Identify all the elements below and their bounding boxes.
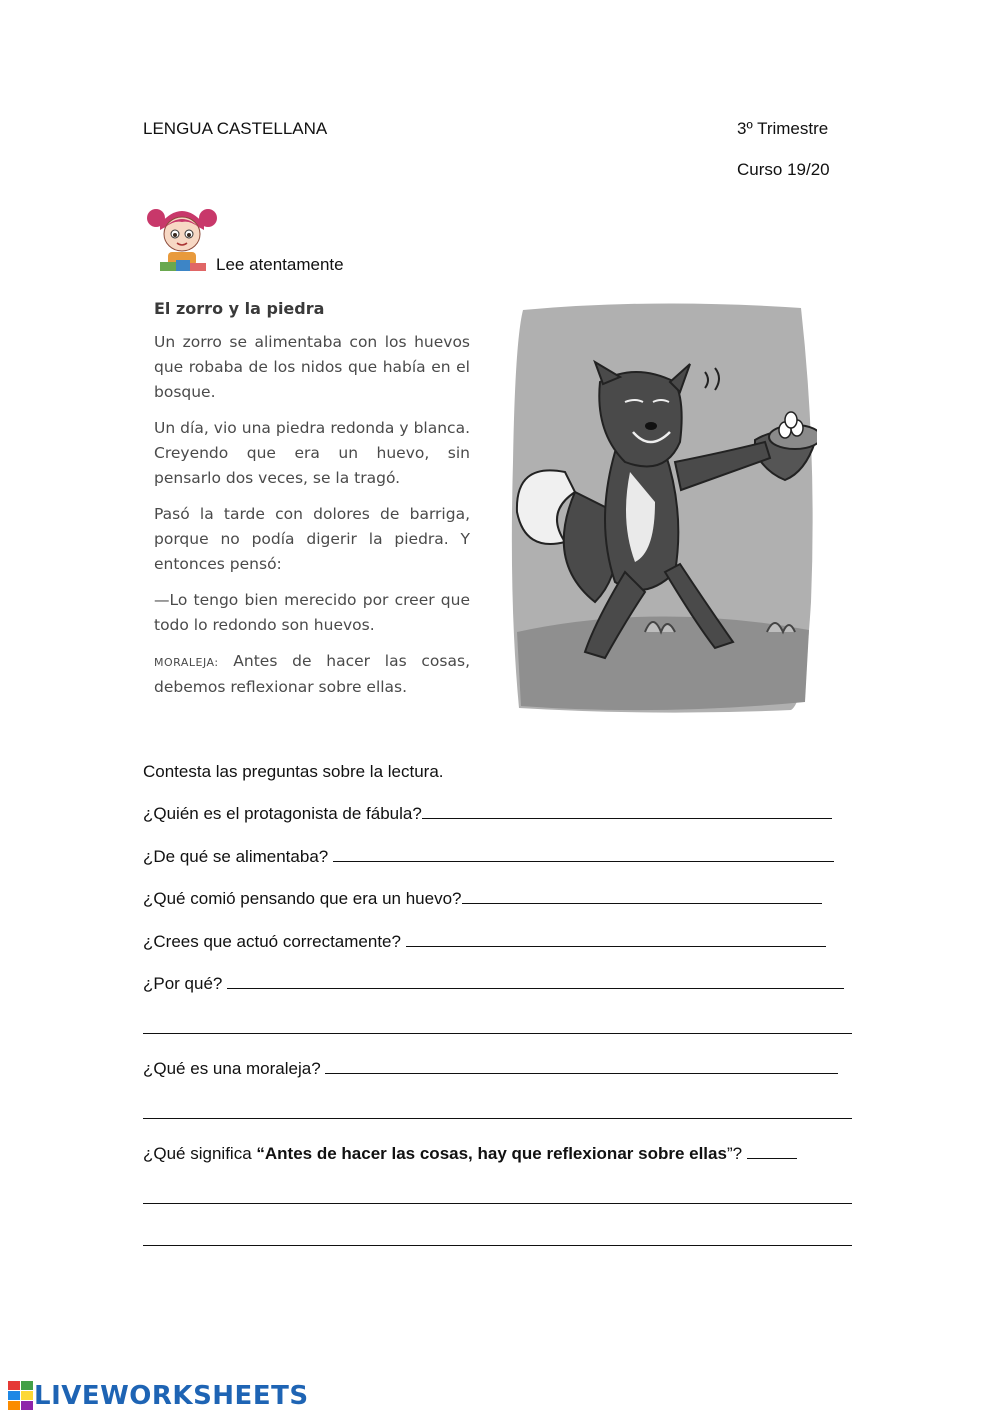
answer-field[interactable] [333,846,834,862]
blocks-icon [8,1381,34,1411]
question-text: ¿Qué es una moraleja? [143,1059,326,1078]
answer-field[interactable] [325,1058,838,1074]
reading-moral [154,649,470,700]
reading-paragraph: Un zorro se alimentaba con los huevos que robaba de los nidos que había en el bosque. [154,333,470,401]
question-quote: “Antes de hacer las cosas, hay que reflexionar sobre ellas [256,1144,727,1163]
reading-girl-icon [146,200,218,274]
brand-text: LIVEWORKSHEETS [34,1381,309,1411]
question-protagonist [143,803,858,825]
question-food [143,846,858,868]
answer-field[interactable] [143,1245,852,1246]
question-text: ¿Qué comió pensando que era un huevo? [143,889,462,908]
answer-field[interactable] [406,931,826,947]
question-text: ¿Por qué? [143,974,228,993]
moral-label: MORALEJA: [154,656,219,669]
questions-intro: Contesta las preguntas sobre la lectura. [143,762,444,781]
question-egg [143,888,858,910]
reading-text [154,296,470,711]
question-moral [143,1058,858,1080]
reading-paragraph: —Lo tengo bien merecido por creer que todo lo redondo son huevos. [154,591,470,634]
question-text: ¿De qué se alimentaba? [143,847,333,866]
term-label: 3º Trimestre [737,119,829,138]
question-text: ”? [726,1144,747,1163]
answer-field[interactable] [143,1033,852,1034]
subject-title: LENGUA CASTELLANA [143,119,328,138]
liveworksheets-logo [8,1380,309,1412]
instruction-text: Lee atentamente [216,255,344,274]
answer-field[interactable] [143,1203,852,1204]
question-text: ¿Qué significa [143,1144,257,1163]
fox-illustration [505,302,817,714]
moral-text: Antes de hacer las cosas, debemos reflexionar sobre ellas. [154,652,470,696]
reading-paragraph: Un día, vio una piedra redonda y blanca. Creyendo que era un huevo, sin pensarlo dos veces, se la tragó. [154,419,470,487]
answer-field[interactable] [227,973,844,989]
question-text: ¿Quién es el protagonista de fábula? [143,804,422,823]
question-why [143,973,858,995]
question-correct [143,931,858,953]
question-text: ¿Crees que actuó correctamente? [143,932,406,951]
reading-paragraph: Pasó la tarde con dolores de barriga, porque no podía digerir la piedra. Y entonces pensó: [154,505,470,573]
course-label: Curso 19/20 [737,160,830,179]
question-meaning [143,1143,858,1165]
answer-field[interactable] [747,1143,797,1159]
answer-field[interactable] [462,888,822,904]
answer-field[interactable] [422,803,832,819]
reading-title: El zorro y la piedra [154,299,325,318]
answer-field[interactable] [143,1118,852,1119]
